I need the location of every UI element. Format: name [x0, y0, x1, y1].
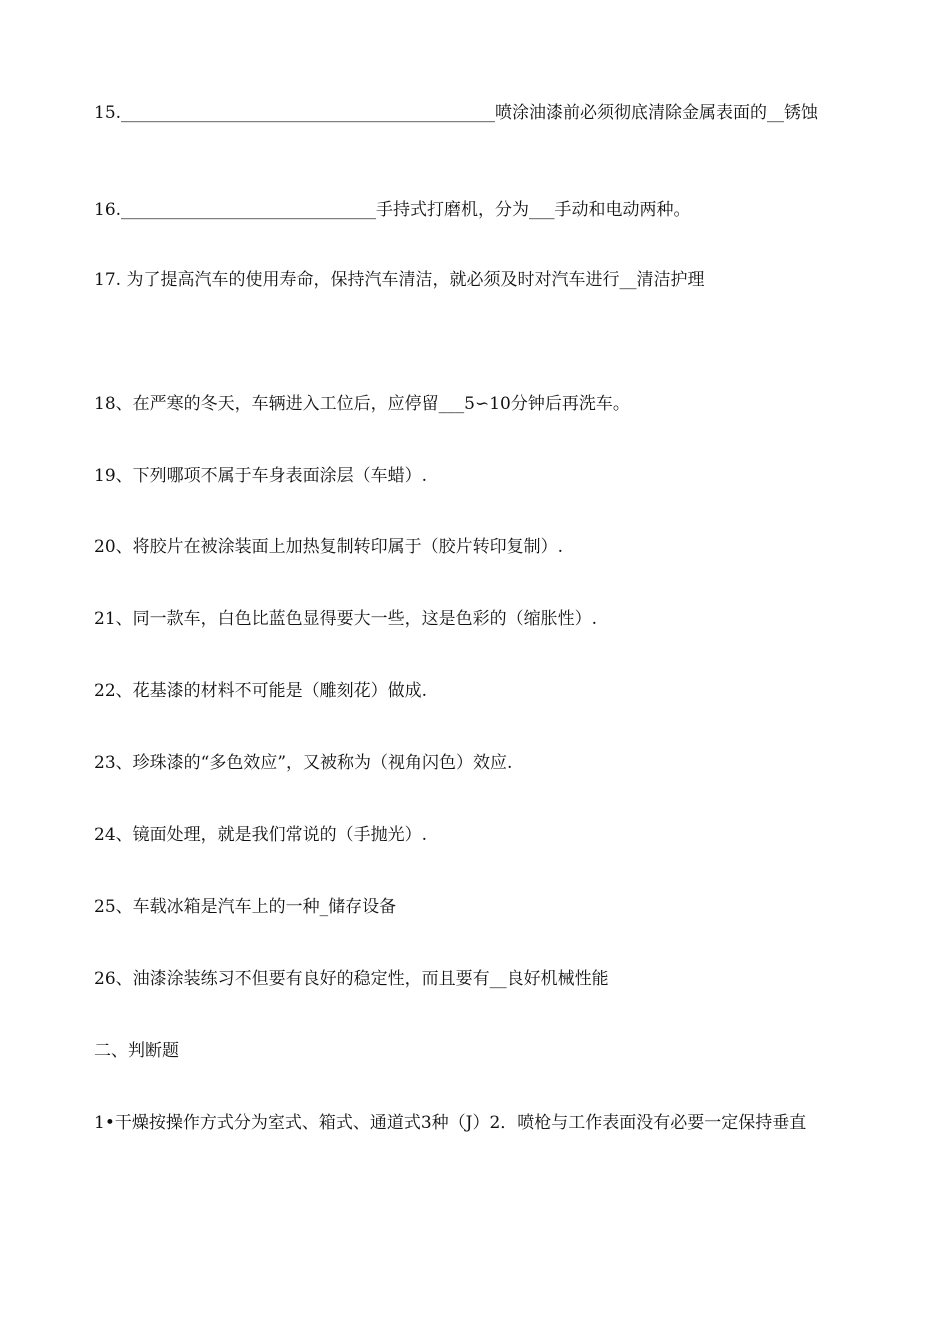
question-26: 26、油漆涂装练习不但要有良好的稳定性，而且要有__良好机械性能 [94, 969, 609, 989]
question-22: 22、花基漆的材料不可能是（雕刻花）做成. [94, 681, 428, 701]
question-20: 20、将胶片在被涂装面上加热复制转印属于（胶片转印复制）. [94, 537, 564, 557]
section-heading-true-false: 二、判断题 [94, 1041, 179, 1061]
true-false-item-1: 1•干燥按操作方式分为室式、箱式、通道式3种（J）2．喷枪与工作表面没有必要一定保持垂直 [94, 1113, 807, 1133]
question-24: 24、镜面处理，就是我们常说的（手抛光）. [94, 825, 428, 845]
question-17: 17. 为了提高汽车的使用寿命，保持汽车清洁，就必须及时对汽车进行__清洁护理 [94, 270, 705, 290]
question-21: 21、同一款车，白色比蓝色显得要大一些，这是色彩的（缩胀性）. [94, 609, 598, 629]
question-25: 25、车载冰箱是汽车上的一种_储存设备 [94, 897, 397, 917]
question-18: 18、在严寒的冬天，车辆进入工位后，应停留___5∽10分钟后再洗车。 [94, 394, 630, 414]
question-19: 19、下列哪项不属于车身表面涂层（车蜡）. [94, 466, 428, 486]
question-23: 23、珍珠漆的“多色效应”，又被称为（视角闪色）效应. [94, 753, 513, 773]
question-15: 15.____________________________________________喷涂油漆前必须彻底清除金属表面的__锈蚀 [94, 103, 819, 123]
question-16: 16.______________________________手持式打磨机，分为___手动和电动两种。 [94, 200, 691, 220]
